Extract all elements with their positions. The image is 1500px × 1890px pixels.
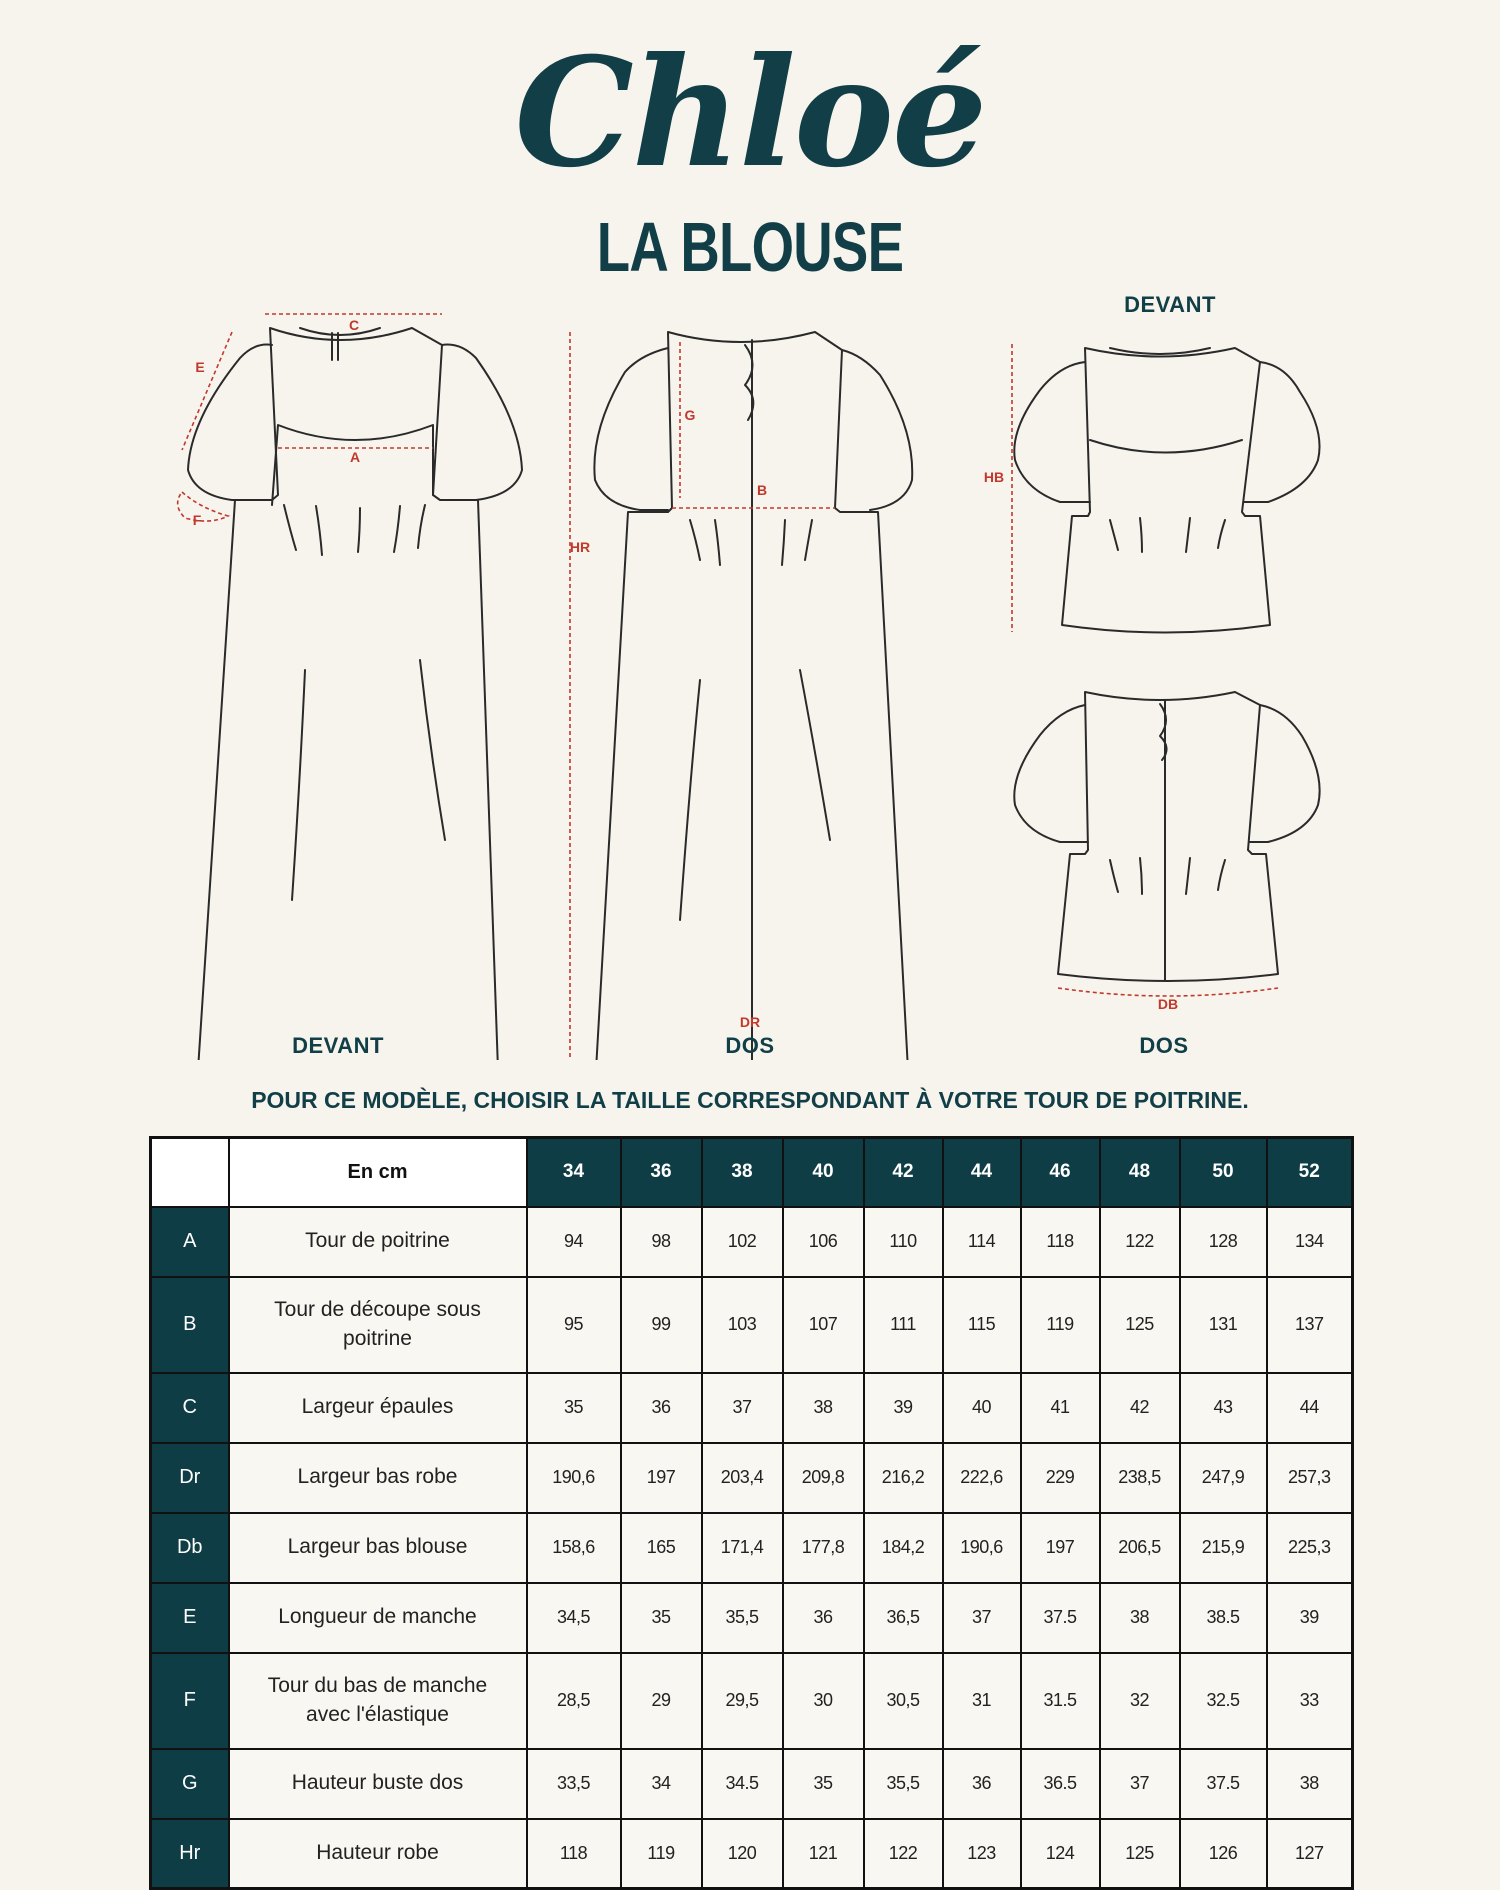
measure-line-db <box>1058 988 1278 996</box>
table-cell: 98 <box>621 1207 702 1277</box>
table-cell: 40 <box>943 1373 1021 1443</box>
measure-label-hr: HR <box>569 539 591 555</box>
table-cell: 99 <box>621 1277 702 1373</box>
table-cell: 165 <box>621 1513 702 1583</box>
table-cell: 34,5 <box>527 1583 621 1653</box>
row-code: B <box>151 1277 229 1373</box>
size-header: 40 <box>783 1138 864 1207</box>
table-cell: 37 <box>943 1583 1021 1653</box>
table-cell: 102 <box>702 1207 783 1277</box>
table-cell: 28,5 <box>527 1653 621 1749</box>
table-cell: 123 <box>943 1819 1021 1889</box>
table-cell: 124 <box>1021 1819 1100 1889</box>
table-row <box>151 1373 1353 1443</box>
size-header: 38 <box>702 1138 783 1207</box>
view-label-blouse-back: DOS <box>1139 1033 1189 1058</box>
table-cell: 36.5 <box>1021 1749 1100 1819</box>
measure-label-g: G <box>684 407 696 423</box>
table-cell: 36 <box>621 1373 702 1443</box>
dress-front-drawing <box>188 328 522 1060</box>
table-cell: 203,4 <box>702 1443 783 1513</box>
table-cell: 126 <box>1180 1819 1267 1889</box>
table-row <box>151 1277 1353 1373</box>
table-cell: 38 <box>783 1373 864 1443</box>
row-code: Db <box>151 1513 229 1583</box>
table-cell: 35 <box>621 1583 702 1653</box>
table-row <box>151 1513 1353 1583</box>
table-cell: 33,5 <box>527 1749 621 1819</box>
table-cell: 215,9 <box>1180 1513 1267 1583</box>
table-cell: 122 <box>1100 1207 1180 1277</box>
row-code: A <box>151 1207 229 1277</box>
table-cell: 37 <box>1100 1749 1180 1819</box>
table-cell: 118 <box>1021 1207 1100 1277</box>
table-cell: 107 <box>783 1277 864 1373</box>
table-cell: 35 <box>783 1749 864 1819</box>
size-header: 48 <box>1100 1138 1180 1207</box>
size-header: 34 <box>527 1138 621 1207</box>
measure-label-e: E <box>195 359 205 375</box>
measure-label-a: A <box>349 449 361 465</box>
table-cell: 119 <box>1021 1277 1100 1373</box>
table-cell: 111 <box>864 1277 943 1373</box>
table-cell: 257,3 <box>1267 1443 1353 1513</box>
row-code: F <box>151 1653 229 1749</box>
table-cell: 38 <box>1100 1583 1180 1653</box>
table-cell: 36,5 <box>864 1583 943 1653</box>
table-cell: 125 <box>1100 1277 1180 1373</box>
table-cell: 37.5 <box>1180 1749 1267 1819</box>
table-cell: 216,2 <box>864 1443 943 1513</box>
table-cell: 125 <box>1100 1819 1180 1889</box>
table-cell: 38 <box>1267 1749 1353 1819</box>
table-cell: 114 <box>943 1207 1021 1277</box>
table-cell: 38.5 <box>1180 1583 1267 1653</box>
table-cell: 197 <box>1021 1513 1100 1583</box>
table-cell: 30,5 <box>864 1653 943 1749</box>
table-row <box>151 1443 1353 1513</box>
measure-line-e <box>182 332 232 450</box>
size-header-row <box>151 1138 1353 1207</box>
table-cell: 206,5 <box>1100 1513 1180 1583</box>
table-cell: 29,5 <box>702 1653 783 1749</box>
row-label: Longueur de manche <box>229 1583 527 1653</box>
table-cell: 121 <box>783 1819 864 1889</box>
table-cell: 222,6 <box>943 1443 1021 1513</box>
table-cell: 44 <box>1267 1373 1353 1443</box>
row-label: Largeur bas blouse <box>229 1513 527 1583</box>
table-cell: 247,9 <box>1180 1443 1267 1513</box>
row-code: C <box>151 1373 229 1443</box>
table-cell: 33 <box>1267 1653 1353 1749</box>
row-label: Tour de découpe sous poitrine <box>229 1277 527 1373</box>
row-label: Hauteur buste dos <box>229 1749 527 1819</box>
size-header: 42 <box>864 1138 943 1207</box>
table-row <box>151 1749 1353 1819</box>
table-cell: 190,6 <box>527 1443 621 1513</box>
table-cell: 34.5 <box>702 1749 783 1819</box>
table-cell: 43 <box>1180 1373 1267 1443</box>
table-cell: 42 <box>1100 1373 1180 1443</box>
table-cell: 225,3 <box>1267 1513 1353 1583</box>
table-cell: 94 <box>527 1207 621 1277</box>
table-cell: 32 <box>1100 1653 1180 1749</box>
table-cell: 95 <box>527 1277 621 1373</box>
table-cell: 122 <box>864 1819 943 1889</box>
table-cell: 128 <box>1180 1207 1267 1277</box>
table-cell: 36 <box>943 1749 1021 1819</box>
measure-label-db: DB <box>1157 996 1179 1012</box>
table-cell: 118 <box>527 1819 621 1889</box>
brand-title: Chloé <box>514 25 986 201</box>
table-cell: 119 <box>621 1819 702 1889</box>
page-subtitle: LA BLOUSE <box>596 208 904 286</box>
table-cell: 32.5 <box>1180 1653 1267 1749</box>
table-row <box>151 1653 1353 1749</box>
table-cell: 229 <box>1021 1443 1100 1513</box>
size-header: 50 <box>1180 1138 1267 1207</box>
size-header: 36 <box>621 1138 702 1207</box>
unit-header: En cm <box>229 1138 527 1207</box>
row-label: Largeur épaules <box>229 1373 527 1443</box>
row-code: Dr <box>151 1443 229 1513</box>
table-cell: 106 <box>783 1207 864 1277</box>
table-cell: 120 <box>702 1819 783 1889</box>
table-cell: 39 <box>1267 1583 1353 1653</box>
table-cell: 36 <box>783 1583 864 1653</box>
table-corner-cell <box>151 1138 229 1207</box>
measure-label-b: B <box>756 482 768 498</box>
table-cell: 115 <box>943 1277 1021 1373</box>
table-cell: 37.5 <box>1021 1583 1100 1653</box>
row-code: E <box>151 1583 229 1653</box>
table-cell: 39 <box>864 1373 943 1443</box>
table-cell: 197 <box>621 1443 702 1513</box>
blouse-back-drawing <box>1014 692 1319 981</box>
table-cell: 238,5 <box>1100 1443 1180 1513</box>
table-cell: 29 <box>621 1653 702 1749</box>
table-cell: 127 <box>1267 1819 1353 1889</box>
table-cell: 34 <box>621 1749 702 1819</box>
table-cell: 184,2 <box>864 1513 943 1583</box>
table-cell: 209,8 <box>783 1443 864 1513</box>
measure-label-c: C <box>348 317 360 333</box>
row-label: Tour du bas de manche avec l'élastique <box>229 1653 527 1749</box>
table-row <box>151 1583 1353 1653</box>
table-cell: 158,6 <box>527 1513 621 1583</box>
row-label: Hauteur robe <box>229 1819 527 1889</box>
view-label-blouse-front: DEVANT <box>1124 292 1216 317</box>
table-row <box>151 1207 1353 1277</box>
view-label-dress-back: DOS <box>725 1033 775 1058</box>
garment-illustration <box>0 280 1500 1060</box>
table-cell: 41 <box>1021 1373 1100 1443</box>
table-cell: 35,5 <box>702 1583 783 1653</box>
table-cell: 137 <box>1267 1277 1353 1373</box>
table-cell: 30 <box>783 1653 864 1749</box>
row-label: Largeur bas robe <box>229 1443 527 1513</box>
size-header: 52 <box>1267 1138 1353 1207</box>
table-cell: 177,8 <box>783 1513 864 1583</box>
size-header: 44 <box>943 1138 1021 1207</box>
table-row <box>151 1819 1353 1889</box>
table-cell: 134 <box>1267 1207 1353 1277</box>
table-cell: 171,4 <box>702 1513 783 1583</box>
table-cell: 31.5 <box>1021 1653 1100 1749</box>
view-label-dress-front: DEVANT <box>292 1033 384 1058</box>
measure-label-hb: HB <box>983 469 1005 485</box>
blouse-front-drawing <box>1014 348 1319 633</box>
size-instruction: POUR CE MODÈLE, CHOISIR LA TAILLE CORRESPONDANT À VOTRE TOUR DE POITRINE. <box>251 1087 1249 1113</box>
table-cell: 31 <box>943 1653 1021 1749</box>
table-cell: 110 <box>864 1207 943 1277</box>
size-table-body <box>151 1207 1353 1889</box>
table-cell: 35 <box>527 1373 621 1443</box>
table-cell: 103 <box>702 1277 783 1373</box>
table-cell: 131 <box>1180 1277 1267 1373</box>
table-cell: 37 <box>702 1373 783 1443</box>
size-header: 46 <box>1021 1138 1100 1207</box>
measure-label-dr: DR <box>739 1014 761 1030</box>
measure-line-f <box>178 492 228 521</box>
row-label: Tour de poitrine <box>229 1207 527 1277</box>
dress-back-drawing <box>594 332 912 1060</box>
row-code: Hr <box>151 1819 229 1889</box>
measure-label-f: F <box>192 512 202 528</box>
size-table <box>149 1136 1354 1890</box>
row-code: G <box>151 1749 229 1819</box>
table-cell: 35,5 <box>864 1749 943 1819</box>
table-cell: 190,6 <box>943 1513 1021 1583</box>
